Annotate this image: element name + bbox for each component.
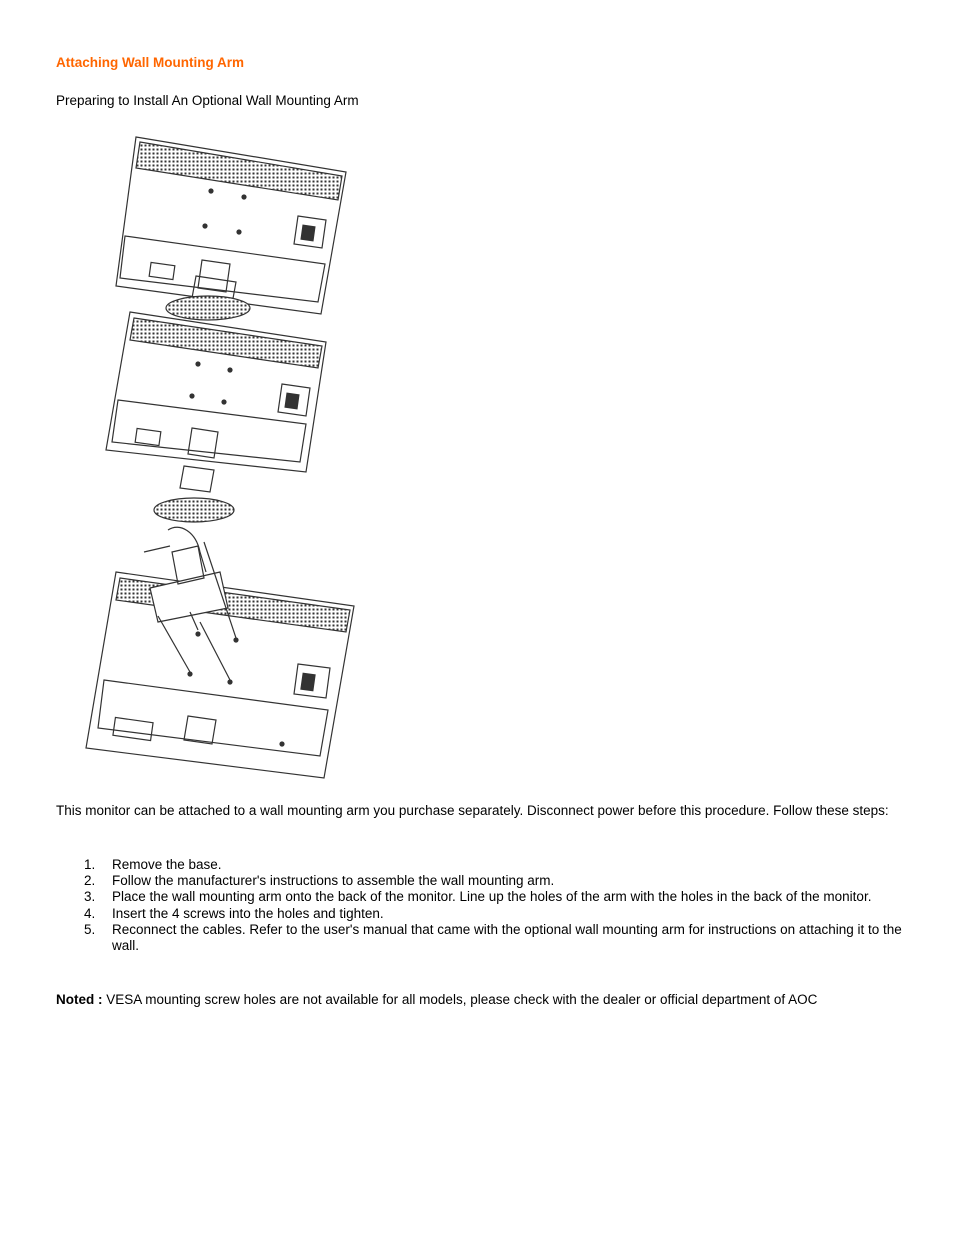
steps-list bbox=[56, 857, 906, 954]
step-number: 3. bbox=[84, 889, 96, 905]
step-text: Place the wall mounting arm onto the back of the monitor. Line up the holes of the arm with the holes in the back of the monitor. bbox=[112, 889, 872, 905]
list-item bbox=[56, 857, 906, 873]
step-text: Follow the manufacturer's instructions to assemble the wall mounting arm. bbox=[112, 873, 555, 889]
list-item bbox=[56, 922, 906, 954]
note-paragraph bbox=[56, 992, 817, 1007]
step-number: 5. bbox=[84, 921, 96, 937]
wall-mount-arm-drawing bbox=[86, 527, 354, 778]
step-number: 2. bbox=[84, 873, 96, 889]
intro-paragraph: This monitor can be attached to a wall mounting arm you purchase separately. Disconnect power before this procedure. Follow these steps: bbox=[56, 803, 889, 818]
note-label: Noted : bbox=[56, 992, 103, 1007]
step-text: Insert the 4 screws into the holes and tighten. bbox=[112, 905, 384, 921]
step-text: Reconnect the cables. Refer to the user's manual that came with the optional wall mounting arm for instructions on attaching it to the wall. bbox=[112, 921, 902, 954]
list-item bbox=[56, 889, 906, 905]
step-number: 1. bbox=[84, 857, 96, 872]
note-text: VESA mounting screw holes are not available for all models, please check with the dealer or official department of AOC bbox=[102, 992, 818, 1007]
monitor-with-base-drawing bbox=[116, 137, 346, 320]
step-number: 4. bbox=[84, 905, 96, 921]
wall-mount-installation-illustration bbox=[80, 132, 370, 784]
page-title: Attaching Wall Mounting Arm bbox=[56, 55, 244, 70]
step-text: Remove the base. bbox=[112, 857, 222, 872]
list-item bbox=[56, 906, 906, 922]
section-subtitle: Preparing to Install An Optional Wall Mounting Arm bbox=[56, 93, 359, 108]
list-item bbox=[56, 873, 906, 889]
monitor-base-removal-drawing bbox=[106, 312, 326, 522]
